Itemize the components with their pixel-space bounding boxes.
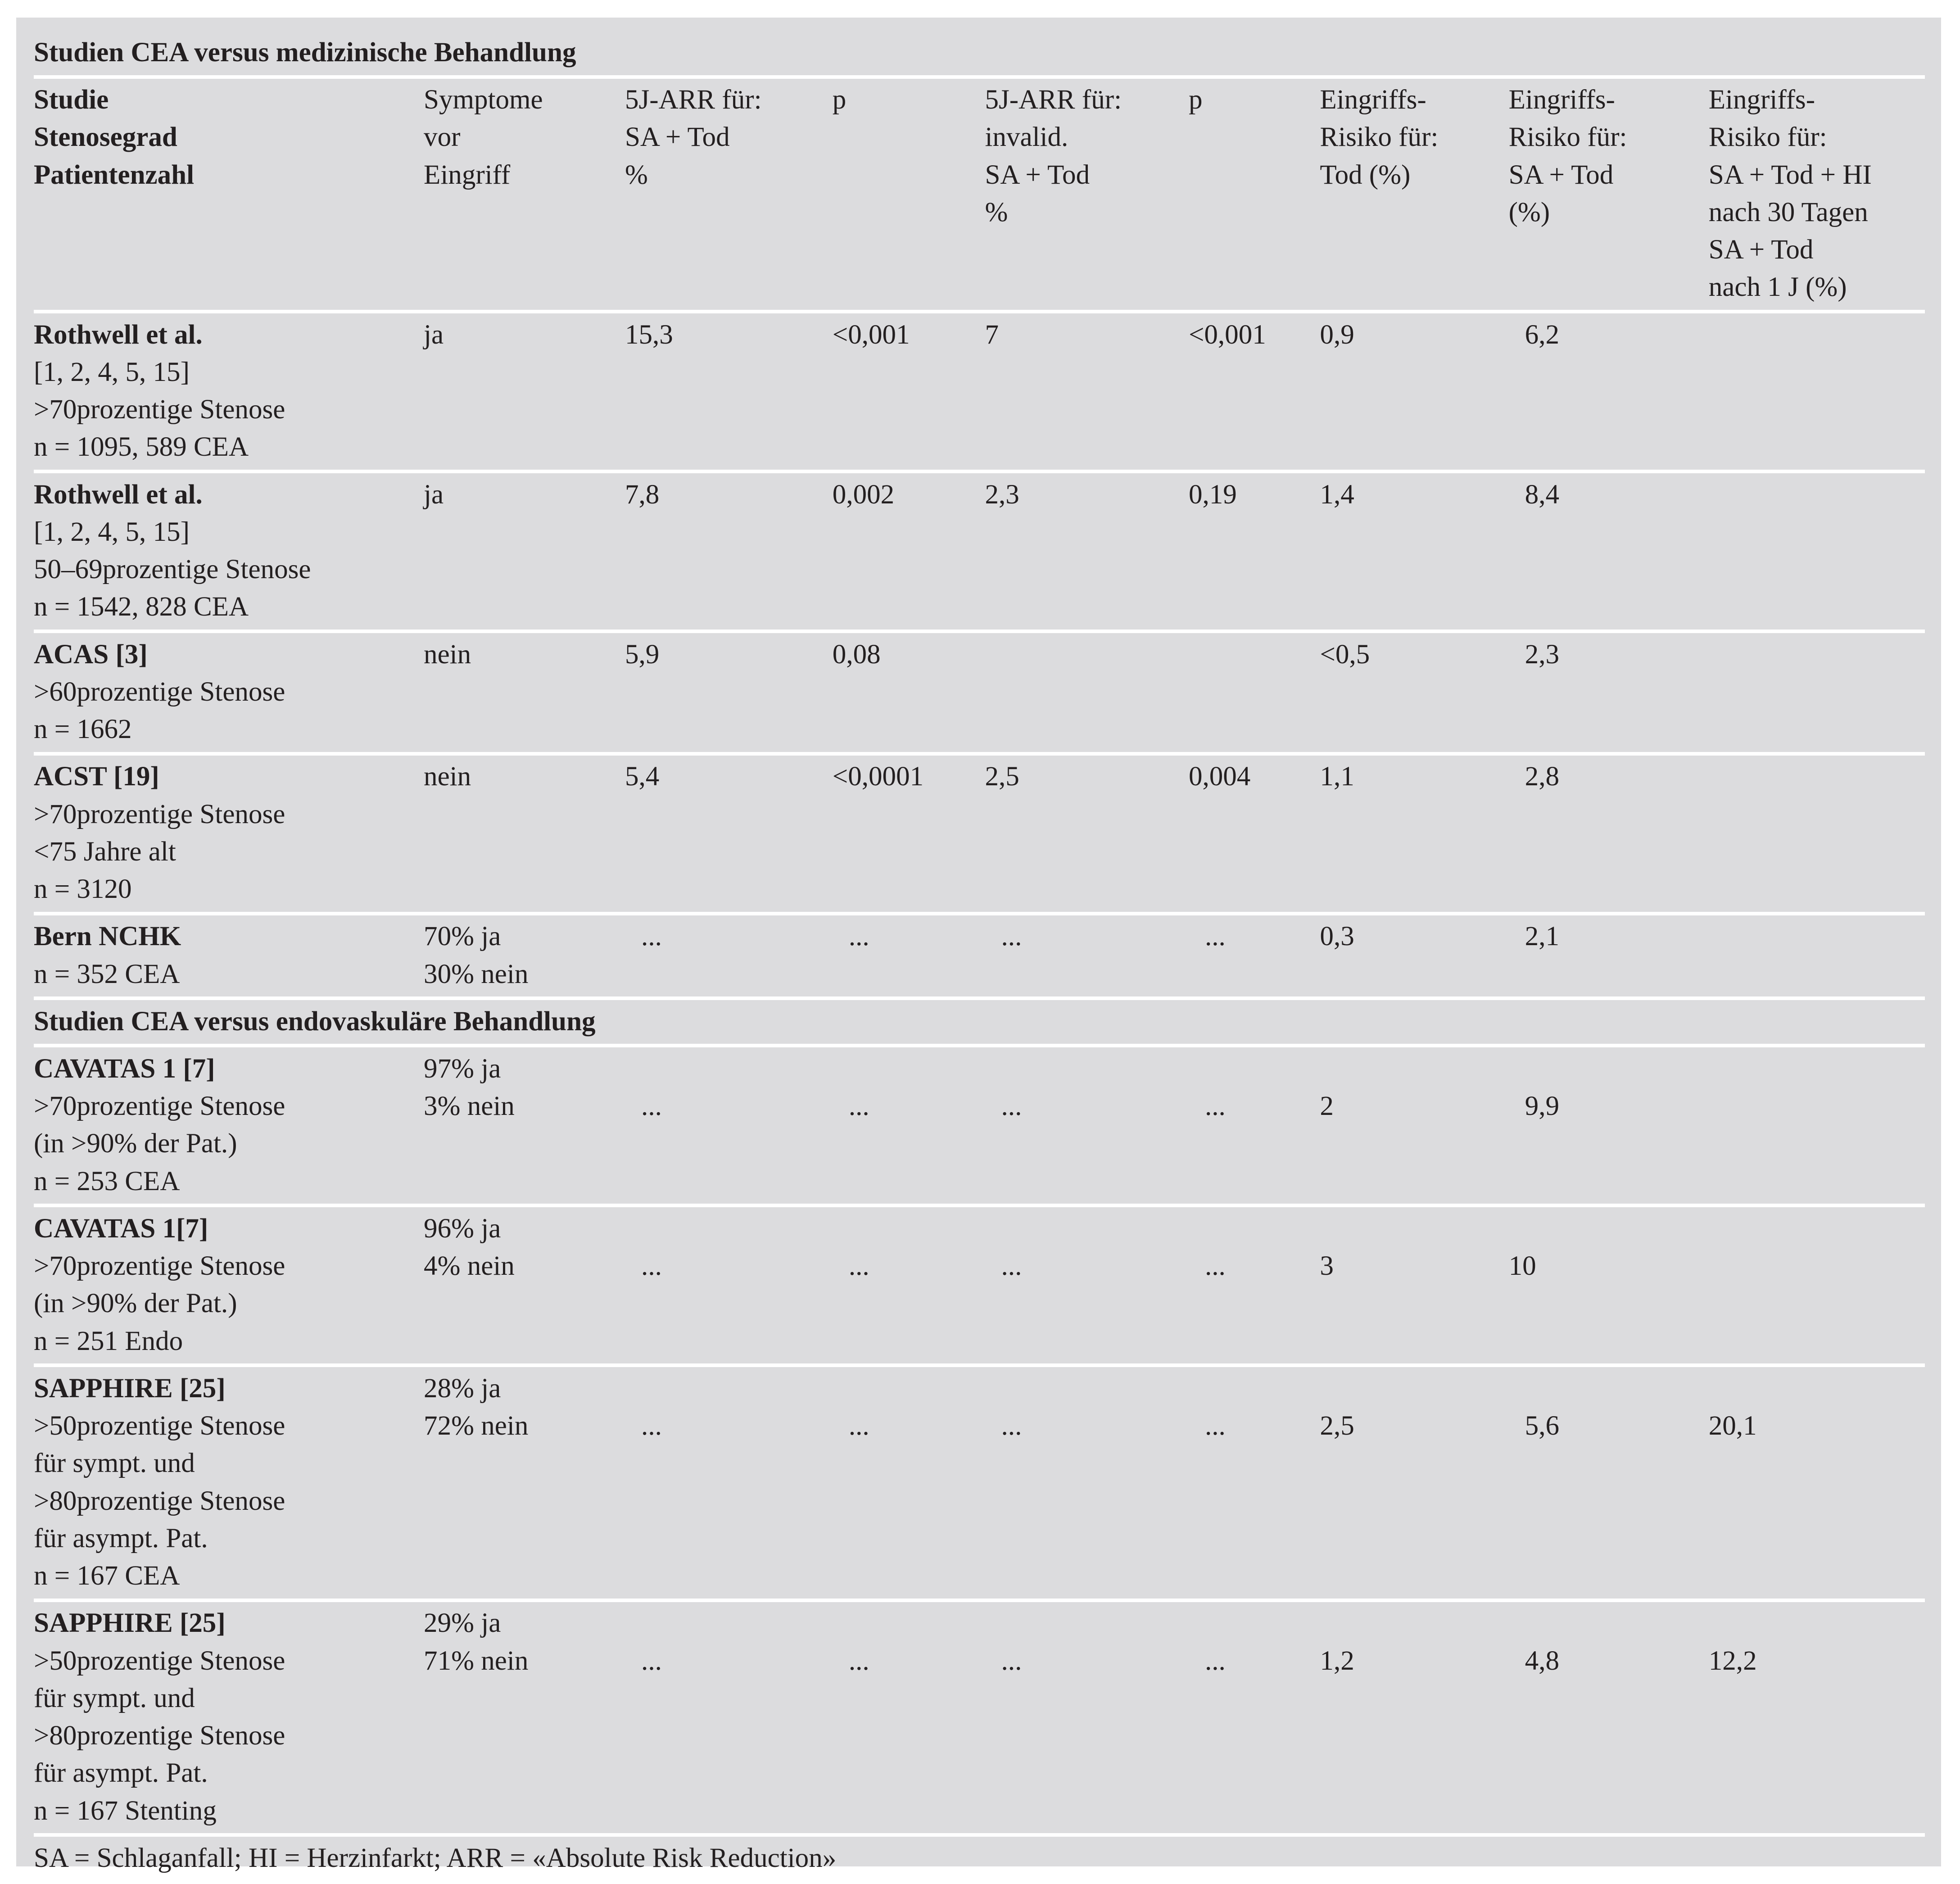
column-header [1509, 77, 1709, 312]
header-line: SA + Tod [985, 159, 1090, 190]
cell-line [1001, 1370, 1189, 1407]
table-cell [424, 471, 625, 631]
table-cell [833, 914, 985, 998]
table-cell [1509, 1046, 1709, 1205]
header-line: Eingriff [424, 159, 511, 190]
table-cell [1509, 1600, 1709, 1835]
cell-line: ... [641, 1251, 662, 1282]
cell-line [1001, 1050, 1189, 1087]
cell-line: 0,08 [832, 639, 881, 670]
study-cell [34, 1600, 424, 1835]
study-detail: n = 167 Stenting [33, 1795, 217, 1826]
study-name: CAVATAS 1[7] [33, 1213, 208, 1244]
study-detail: >60prozentige Stenose [33, 676, 285, 707]
table-cell [625, 754, 833, 914]
table-cell [1709, 631, 1925, 754]
header-line: Eingriffs- [1708, 85, 1815, 115]
table-row [34, 1046, 1925, 1205]
column-header [833, 77, 985, 312]
study-name: SAPPHIRE [25] [33, 1608, 226, 1639]
table-cell [625, 471, 833, 631]
header-row [34, 77, 1925, 312]
study-name: Rothwell et al. [33, 319, 203, 350]
column-header [34, 77, 424, 312]
study-cell [34, 754, 424, 914]
table-cell [985, 312, 1188, 471]
table-cell [625, 631, 833, 754]
header-line: Risiko für: [1508, 122, 1627, 153]
study-detail: n = 1542, 828 CEA [33, 592, 249, 622]
cell-line: nein [424, 639, 471, 670]
cell-line: 8,4 [1525, 479, 1559, 510]
study-detail: >50prozentige Stenose [33, 1645, 285, 1676]
section-title-row [34, 31, 1925, 77]
cell-line: 20,1 [1708, 1411, 1757, 1441]
header-line: p [832, 85, 846, 115]
table-cell [985, 1046, 1188, 1205]
header-line: SA + Tod [1708, 235, 1814, 265]
table-cell [1320, 1600, 1508, 1835]
table-cell [1189, 1205, 1320, 1365]
table-cell [1320, 1365, 1508, 1600]
study-detail: >80prozentige Stenose [33, 1721, 285, 1751]
cell-line: ja [424, 479, 444, 510]
cell-line: <0,5 [1320, 639, 1370, 670]
column-header [424, 77, 625, 312]
table-cell [1189, 631, 1320, 754]
table-cell [833, 1365, 985, 1600]
cell-line: 2 [1320, 1091, 1334, 1122]
cell-line: ... [1205, 1251, 1226, 1282]
cell-line [641, 1370, 833, 1407]
header-line: SA + Tod [1508, 159, 1614, 190]
table-cell [833, 1205, 985, 1365]
cell-line [849, 1604, 985, 1642]
cell-line [1205, 1604, 1320, 1642]
study-cell [34, 914, 424, 998]
cell-line: ... [848, 1091, 869, 1122]
study-detail: 50–69prozentige Stenose [33, 554, 311, 585]
table-cell [1709, 754, 1925, 914]
table-cell [1189, 1046, 1320, 1205]
header-line: SA + Tod [625, 122, 730, 153]
table-cell [1509, 914, 1709, 998]
table-cell [1320, 754, 1508, 914]
cell-line: <0,001 [1188, 319, 1266, 350]
header-line: Eingriffs- [1508, 85, 1615, 115]
table-cell [985, 1205, 1188, 1365]
table-cell [424, 754, 625, 914]
cell-line: ... [848, 1251, 869, 1282]
cell-line: ... [1001, 1645, 1022, 1676]
study-detail: [1, 2, 4, 5, 15] [33, 357, 190, 387]
study-name: Rothwell et al. [33, 479, 203, 510]
column-header [1709, 77, 1925, 312]
study-detail: n = 251 Endo [33, 1326, 183, 1356]
cell-line: ja [424, 319, 444, 350]
cell-line: 12,2 [1708, 1645, 1757, 1676]
cell-line: ... [641, 1645, 662, 1676]
cell-line: 72% nein [424, 1411, 529, 1441]
table-cell [1189, 1600, 1320, 1835]
cell-line [641, 1210, 833, 1247]
header-line: Symptome [424, 85, 543, 115]
study-detail: >80prozentige Stenose [33, 1485, 285, 1516]
column-header [1189, 77, 1320, 312]
cell-line [641, 1604, 833, 1642]
cell-line [641, 1050, 833, 1087]
table-cell [833, 312, 985, 471]
table-cell [1189, 1365, 1320, 1600]
table-cell [625, 1600, 833, 1835]
cell-line: nein [424, 761, 471, 792]
header-line: Studie [33, 85, 109, 115]
cell-line: 2,1 [1525, 921, 1559, 952]
table-cell [1320, 312, 1508, 471]
cell-line: ... [641, 1411, 662, 1441]
cell-line: ... [1205, 1411, 1226, 1441]
table-cell [1709, 914, 1925, 998]
cell-line: 0,3 [1320, 921, 1354, 952]
study-cell [34, 1046, 424, 1205]
cell-line [849, 1210, 985, 1247]
cell-line [1205, 1210, 1320, 1247]
cell-line: 2,5 [1320, 1411, 1354, 1441]
cell-line: 1,4 [1320, 479, 1354, 510]
header-line: (%) [1508, 197, 1550, 227]
study-name: ACST [19] [33, 761, 159, 792]
study-detail: für asympt. Pat. [33, 1523, 208, 1553]
table-cell [1509, 1365, 1709, 1600]
cell-line: 5,9 [625, 639, 660, 670]
table-cell [424, 312, 625, 471]
cell-line [1320, 1370, 1508, 1407]
study-cell [34, 1205, 424, 1365]
study-cell [34, 471, 424, 631]
footnote-row [34, 1835, 1925, 1880]
table-cell [424, 631, 625, 754]
cell-line [849, 1370, 985, 1407]
cell-line [1205, 1370, 1320, 1407]
table-cell [1509, 754, 1709, 914]
study-detail: (in >90% der Pat.) [33, 1128, 237, 1159]
section-title: Studien CEA versus endovaskuläre Behandlung [34, 998, 1925, 1046]
table-cell [625, 1205, 833, 1365]
table-cell [424, 1046, 625, 1205]
cell-line: 96% ja [424, 1213, 501, 1244]
cell-line [1525, 1050, 1709, 1087]
column-header [985, 77, 1188, 312]
study-detail: n = 3120 [33, 874, 132, 905]
study-name: ACAS [3] [33, 639, 148, 670]
cell-line: 3% nein [424, 1091, 515, 1122]
table-cell [424, 1205, 625, 1365]
cell-line: 0,9 [1320, 319, 1354, 350]
cell-line: 6,2 [1525, 319, 1559, 350]
section-title: Studien CEA versus medizinische Behandlung [34, 31, 1925, 77]
cell-line: 30% nein [424, 959, 529, 989]
table-cell [833, 1046, 985, 1205]
header-line: Eingriffs- [1320, 85, 1426, 115]
table-cell [1320, 471, 1508, 631]
study-name: SAPPHIRE [25] [33, 1373, 226, 1404]
header-line: Risiko für: [1708, 122, 1827, 153]
study-detail: n = 253 CEA [33, 1166, 180, 1196]
study-name: CAVATAS 1 [7] [33, 1053, 215, 1084]
table-row [34, 631, 1925, 754]
cell-line [1509, 1210, 1709, 1247]
cell-line: 0,002 [832, 479, 895, 510]
header-line: p [1188, 85, 1203, 115]
cell-line [1525, 1604, 1709, 1642]
cell-line: ... [848, 921, 869, 952]
table-cell [424, 1600, 625, 1835]
table-cell [985, 1365, 1188, 1600]
header-line: Patientenzahl [33, 159, 195, 190]
cell-line: 4% nein [424, 1251, 515, 1282]
table-cell [833, 754, 985, 914]
cell-line: ... [1001, 1411, 1022, 1441]
table-cell [1189, 312, 1320, 471]
cell-line [1320, 1050, 1508, 1087]
cell-line: ... [1001, 1091, 1022, 1122]
cell-line: 71% nein [424, 1645, 529, 1676]
table-row [34, 471, 1925, 631]
table-cell [1709, 471, 1925, 631]
table-row [34, 312, 1925, 471]
cell-line: ... [641, 921, 662, 952]
cell-line: 1,2 [1320, 1645, 1354, 1676]
study-detail: >70prozentige Stenose [33, 394, 285, 425]
cell-line: ... [848, 1411, 869, 1441]
cell-line: 0,19 [1188, 479, 1237, 510]
table-cell [985, 631, 1188, 754]
table-cell [1509, 312, 1709, 471]
cell-line: 97% ja [424, 1053, 501, 1084]
cell-line: 1,1 [1320, 761, 1354, 792]
cell-line: 7 [985, 319, 999, 350]
study-detail: für sympt. und [33, 1448, 195, 1479]
table-cell [424, 1365, 625, 1600]
cell-line: 2,5 [985, 761, 1019, 792]
table-cell [985, 914, 1188, 998]
study-cell [34, 1365, 424, 1600]
cell-line [1709, 1370, 1925, 1407]
cell-line: ... [1001, 1251, 1022, 1282]
table-cell [1709, 1046, 1925, 1205]
cell-line: ... [1001, 921, 1022, 952]
header-line: 5J-ARR für: [985, 85, 1122, 115]
cell-line: 7,8 [625, 479, 660, 510]
cell-line: 70% ja [424, 921, 501, 952]
cell-line: <0,0001 [832, 761, 924, 792]
cell-line: 9,9 [1525, 1091, 1559, 1122]
footnote: SA = Schlaganfall; HI = Herzinfarkt; ARR = «Absolute Risk Reduction» [33, 1843, 837, 1873]
table-row [34, 914, 1925, 998]
cell-line: 28% ja [424, 1373, 501, 1404]
cell-line: <0,001 [832, 319, 910, 350]
header-line: % [625, 159, 648, 190]
cell-line: 15,3 [625, 319, 673, 350]
table-cell [1509, 631, 1709, 754]
study-detail: n = 167 CEA [33, 1561, 180, 1591]
cell-line [849, 1050, 985, 1087]
cell-line: ... [1205, 1645, 1226, 1676]
cell-line [1001, 1210, 1189, 1247]
study-cell [34, 312, 424, 471]
study-detail: für sympt. und [33, 1683, 195, 1713]
header-line: vor [424, 122, 461, 153]
table-cell [625, 914, 833, 998]
table-cell [985, 1600, 1188, 1835]
study-cell [34, 631, 424, 754]
table-cell [1509, 1205, 1709, 1365]
study-detail: (in >90% der Pat.) [33, 1288, 237, 1319]
table-cell [625, 1046, 833, 1205]
cell-line: ... [848, 1645, 869, 1676]
cell-line: 5,6 [1525, 1411, 1559, 1441]
section-title-row [34, 998, 1925, 1046]
study-detail: >70prozentige Stenose [33, 1091, 285, 1122]
table-cell [985, 754, 1188, 914]
header-line: nach 1 J (%) [1708, 272, 1847, 303]
cell-line [1525, 1370, 1709, 1407]
header-line: Risiko für: [1320, 122, 1439, 153]
study-detail: >70prozentige Stenose [33, 799, 285, 829]
study-detail: für asympt. Pat. [33, 1758, 208, 1789]
table-cell [424, 914, 625, 998]
study-detail: n = 1095, 589 CEA [33, 432, 249, 462]
study-detail: n = 352 CEA [33, 959, 180, 989]
study-detail: >50prozentige Stenose [33, 1411, 285, 1441]
table-cell [1189, 471, 1320, 631]
table-cell [1320, 1046, 1508, 1205]
study-name: Bern NCHK [33, 921, 181, 952]
cell-line: 4,8 [1525, 1645, 1559, 1676]
cell-line: ... [1205, 1091, 1226, 1122]
table-cell [1709, 312, 1925, 471]
table-cell [1320, 914, 1508, 998]
cell-line: ... [641, 1091, 662, 1122]
study-detail: [1, 2, 4, 5, 15] [33, 516, 190, 547]
column-header [1320, 77, 1508, 312]
table-cell [1320, 631, 1508, 754]
table-cell [1189, 914, 1320, 998]
table-cell [833, 471, 985, 631]
column-header [625, 77, 833, 312]
cell-line: 3 [1320, 1251, 1334, 1282]
study-detail: n = 1662 [33, 714, 132, 745]
table-row [34, 754, 1925, 914]
table-cell [833, 1600, 985, 1835]
table-cell [1709, 1600, 1925, 1835]
study-detail: <75 Jahre alt [33, 836, 176, 867]
table-cell [985, 471, 1188, 631]
table-cell [625, 1365, 833, 1600]
header-line: SA + Tod + HI [1708, 159, 1872, 190]
study-table [34, 31, 1925, 1880]
cell-line: 10 [1508, 1251, 1536, 1282]
header-line: 5J-ARR für: [625, 85, 762, 115]
table-cell [1709, 1205, 1925, 1365]
study-detail: >70prozentige Stenose [33, 1251, 285, 1282]
cell-line: ... [1205, 921, 1226, 952]
cell-line [1001, 1604, 1189, 1642]
cell-line: 29% ja [424, 1608, 501, 1639]
table-cell [1709, 1365, 1925, 1600]
cell-line: 2,3 [985, 479, 1019, 510]
table-row [34, 1600, 1925, 1835]
cell-line: 0,004 [1188, 761, 1251, 792]
cell-line: 2,3 [1525, 639, 1559, 670]
cell-line: 2,8 [1525, 761, 1559, 792]
table-cell [1189, 754, 1320, 914]
table-cell [1320, 1205, 1508, 1365]
table-row [34, 1205, 1925, 1365]
table-row [34, 1365, 1925, 1600]
table-cell [1509, 471, 1709, 631]
header-line: Stenosegrad [33, 122, 177, 153]
table-cell [625, 312, 833, 471]
cell-line [1205, 1050, 1320, 1087]
table-cell [833, 631, 985, 754]
header-line: nach 30 Tagen [1708, 197, 1868, 227]
cell-line [1709, 1604, 1925, 1642]
cell-line [1320, 1210, 1508, 1247]
table-panel [16, 18, 1941, 1873]
cell-line: 5,4 [625, 761, 660, 792]
header-line: Tod (%) [1320, 159, 1411, 190]
header-line: % [985, 197, 1008, 227]
header-line: invalid. [985, 122, 1068, 153]
cell-line [1320, 1604, 1508, 1642]
